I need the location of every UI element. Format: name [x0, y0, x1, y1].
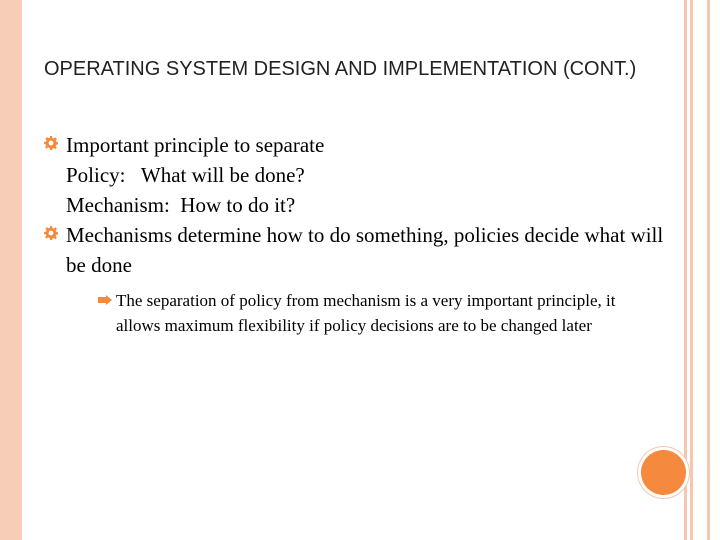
bullet-item-mechanisms [44, 220, 664, 338]
bullet-text: Important principle to separate [66, 133, 325, 157]
slide-title: OPERATING SYSTEM DESIGN AND IMPLEMENTATION (CONT.) [44, 58, 637, 80]
right-rail-line [684, 0, 687, 540]
policy-line: Policy: What will be done? [66, 163, 305, 187]
bullet-text: Mechanisms determine how to do something, policies decide what will be done [66, 223, 664, 277]
right-rail-line [707, 0, 710, 540]
gear-icon [44, 226, 58, 240]
slide-body [44, 130, 664, 338]
mechanism-line: Mechanism: How to do it? [66, 193, 296, 217]
right-rail-line [690, 0, 693, 540]
gear-icon [44, 136, 58, 150]
sub-bullet-text: The separation of policy from mechanism is a very important principle, it allows maximum flexibility if policy decisions are to be changed later [116, 291, 616, 335]
sub-bullet-item [94, 288, 636, 338]
left-border-strip [0, 0, 22, 540]
bullet-item-principle [44, 130, 664, 220]
arrow-bullet-icon [98, 295, 112, 305]
accent-circle [641, 450, 686, 495]
